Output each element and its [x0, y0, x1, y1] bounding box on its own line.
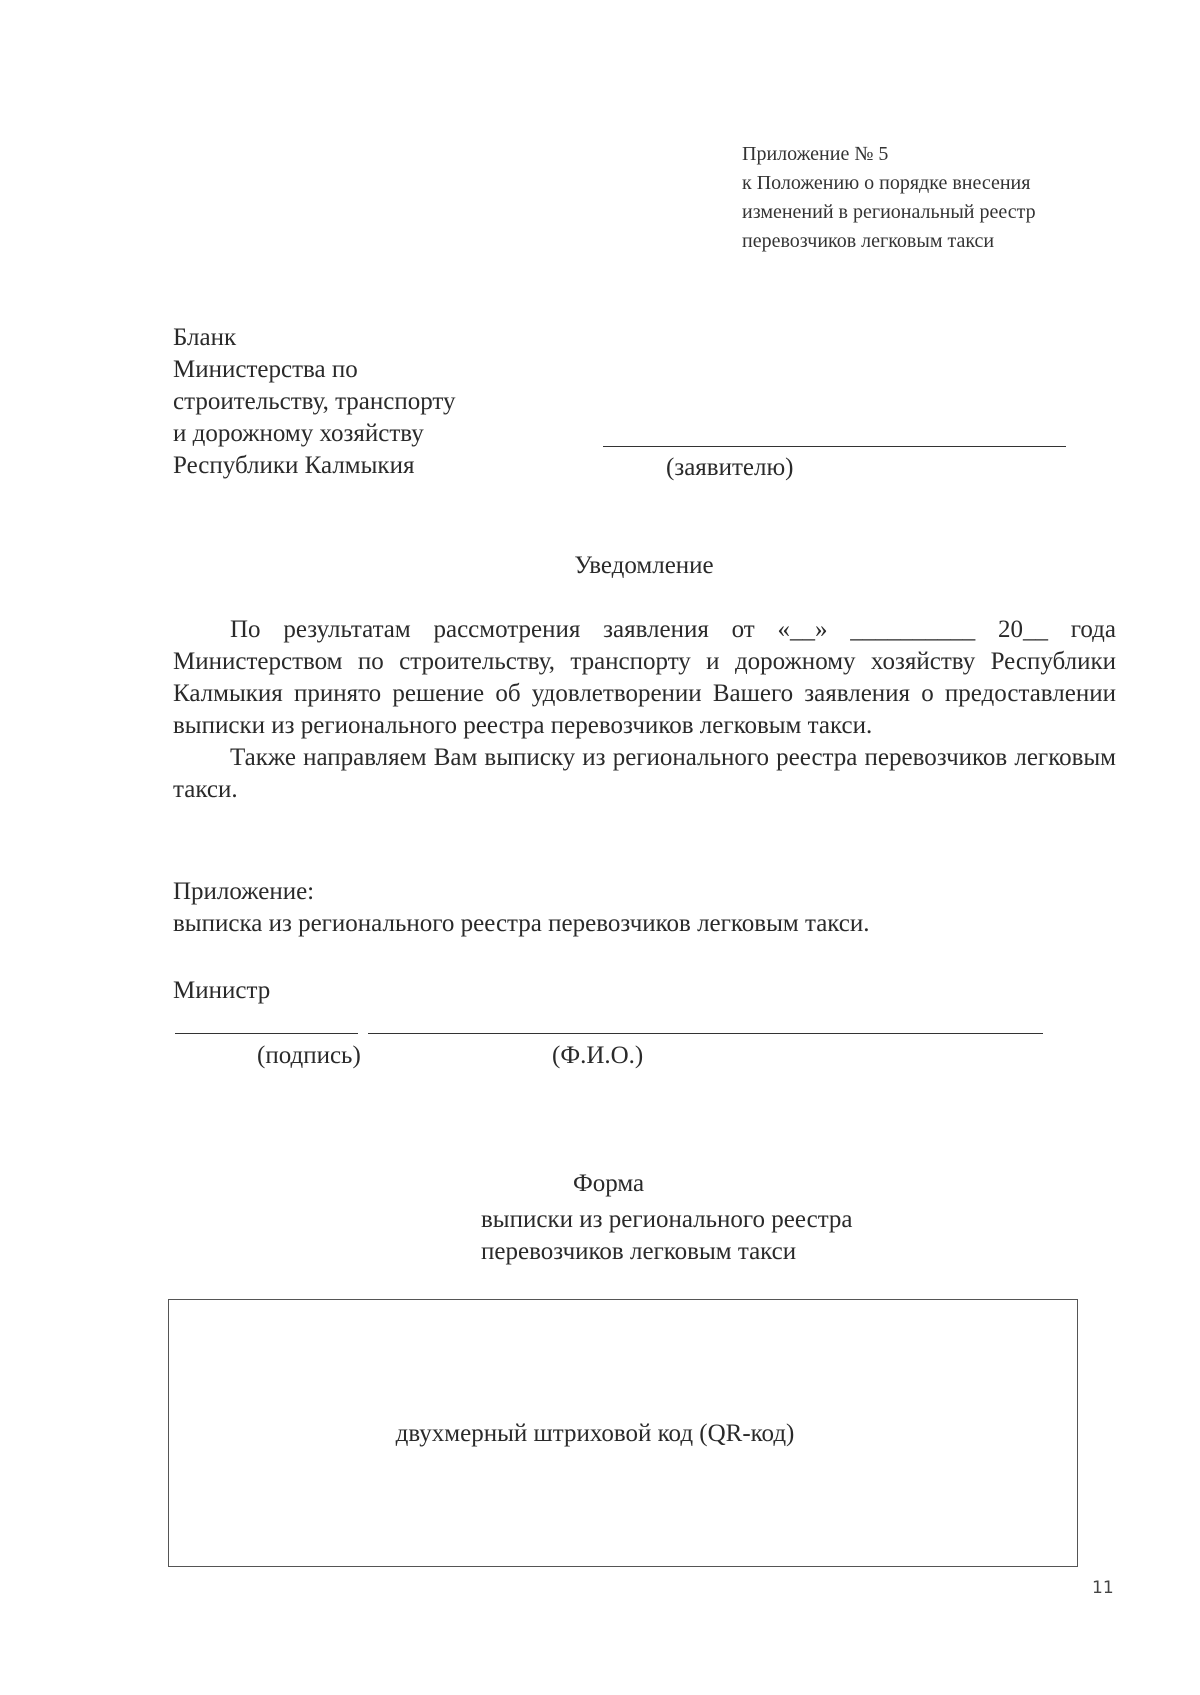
signature-caption: (подпись) — [257, 1042, 361, 1069]
qr-code-caption — [168, 1418, 1078, 1450]
addressee-caption: (заявителю) — [666, 454, 794, 481]
attachment-block — [173, 876, 870, 940]
signatory-position: Министр — [173, 977, 271, 1004]
appendix-line: перевозчиков легковым такси — [742, 230, 995, 252]
issuer-line: строительству, транспорту — [173, 388, 456, 415]
signature-fill-line — [175, 1033, 358, 1034]
issuer-line: и дорожному хозяйству — [173, 420, 424, 447]
qr-code-caption-text: двухмерный штриховой код (QR-код) — [395, 1420, 795, 1447]
form-subtitle — [481, 1204, 853, 1268]
form-title: Форма — [573, 1170, 645, 1197]
attachment-text: выписка из регионального реестра перевозчиков легковым такси. — [173, 910, 870, 937]
appendix-header — [742, 140, 1036, 256]
issuer-block — [173, 322, 456, 482]
notice-title — [0, 550, 1200, 582]
notice-paragraph: По результатам рассмотрения заявления от «__» __________ 20__ года Министерством по строительству, транспорту и дорожному хозяйству Республики Калмыкия принято решение об удовлетворении Вашего заявления о предоставлении выписки из регионального реестра перевозчиков легковым такси. — [173, 616, 1116, 739]
form-subtitle-line: перевозчиков легковым такси — [481, 1238, 797, 1265]
issuer-line: Республики Калмыкия — [173, 452, 415, 479]
attachment-label: Приложение: — [173, 878, 315, 905]
appendix-line: Приложение № 5 — [742, 143, 889, 165]
issuer-line: Министерства по — [173, 356, 358, 383]
form-subtitle-line: выписки из регионального реестра — [481, 1206, 853, 1233]
name-fill-line — [368, 1033, 1043, 1034]
notice-body — [173, 614, 1116, 806]
issuer-line: Бланк — [173, 324, 237, 351]
name-caption: (Ф.И.О.) — [552, 1042, 644, 1069]
appendix-line: изменений в региональный реестр — [742, 201, 1036, 223]
addressee-fill-line — [603, 446, 1066, 447]
page-number: 11 — [1092, 1578, 1114, 1598]
notice-title-text: Уведомление — [574, 552, 714, 579]
appendix-line: к Положению о порядке внесения — [742, 172, 1031, 194]
notice-paragraph: Также направляем Вам выписку из регионального реестра перевозчиков легковым такси. — [173, 744, 1116, 803]
